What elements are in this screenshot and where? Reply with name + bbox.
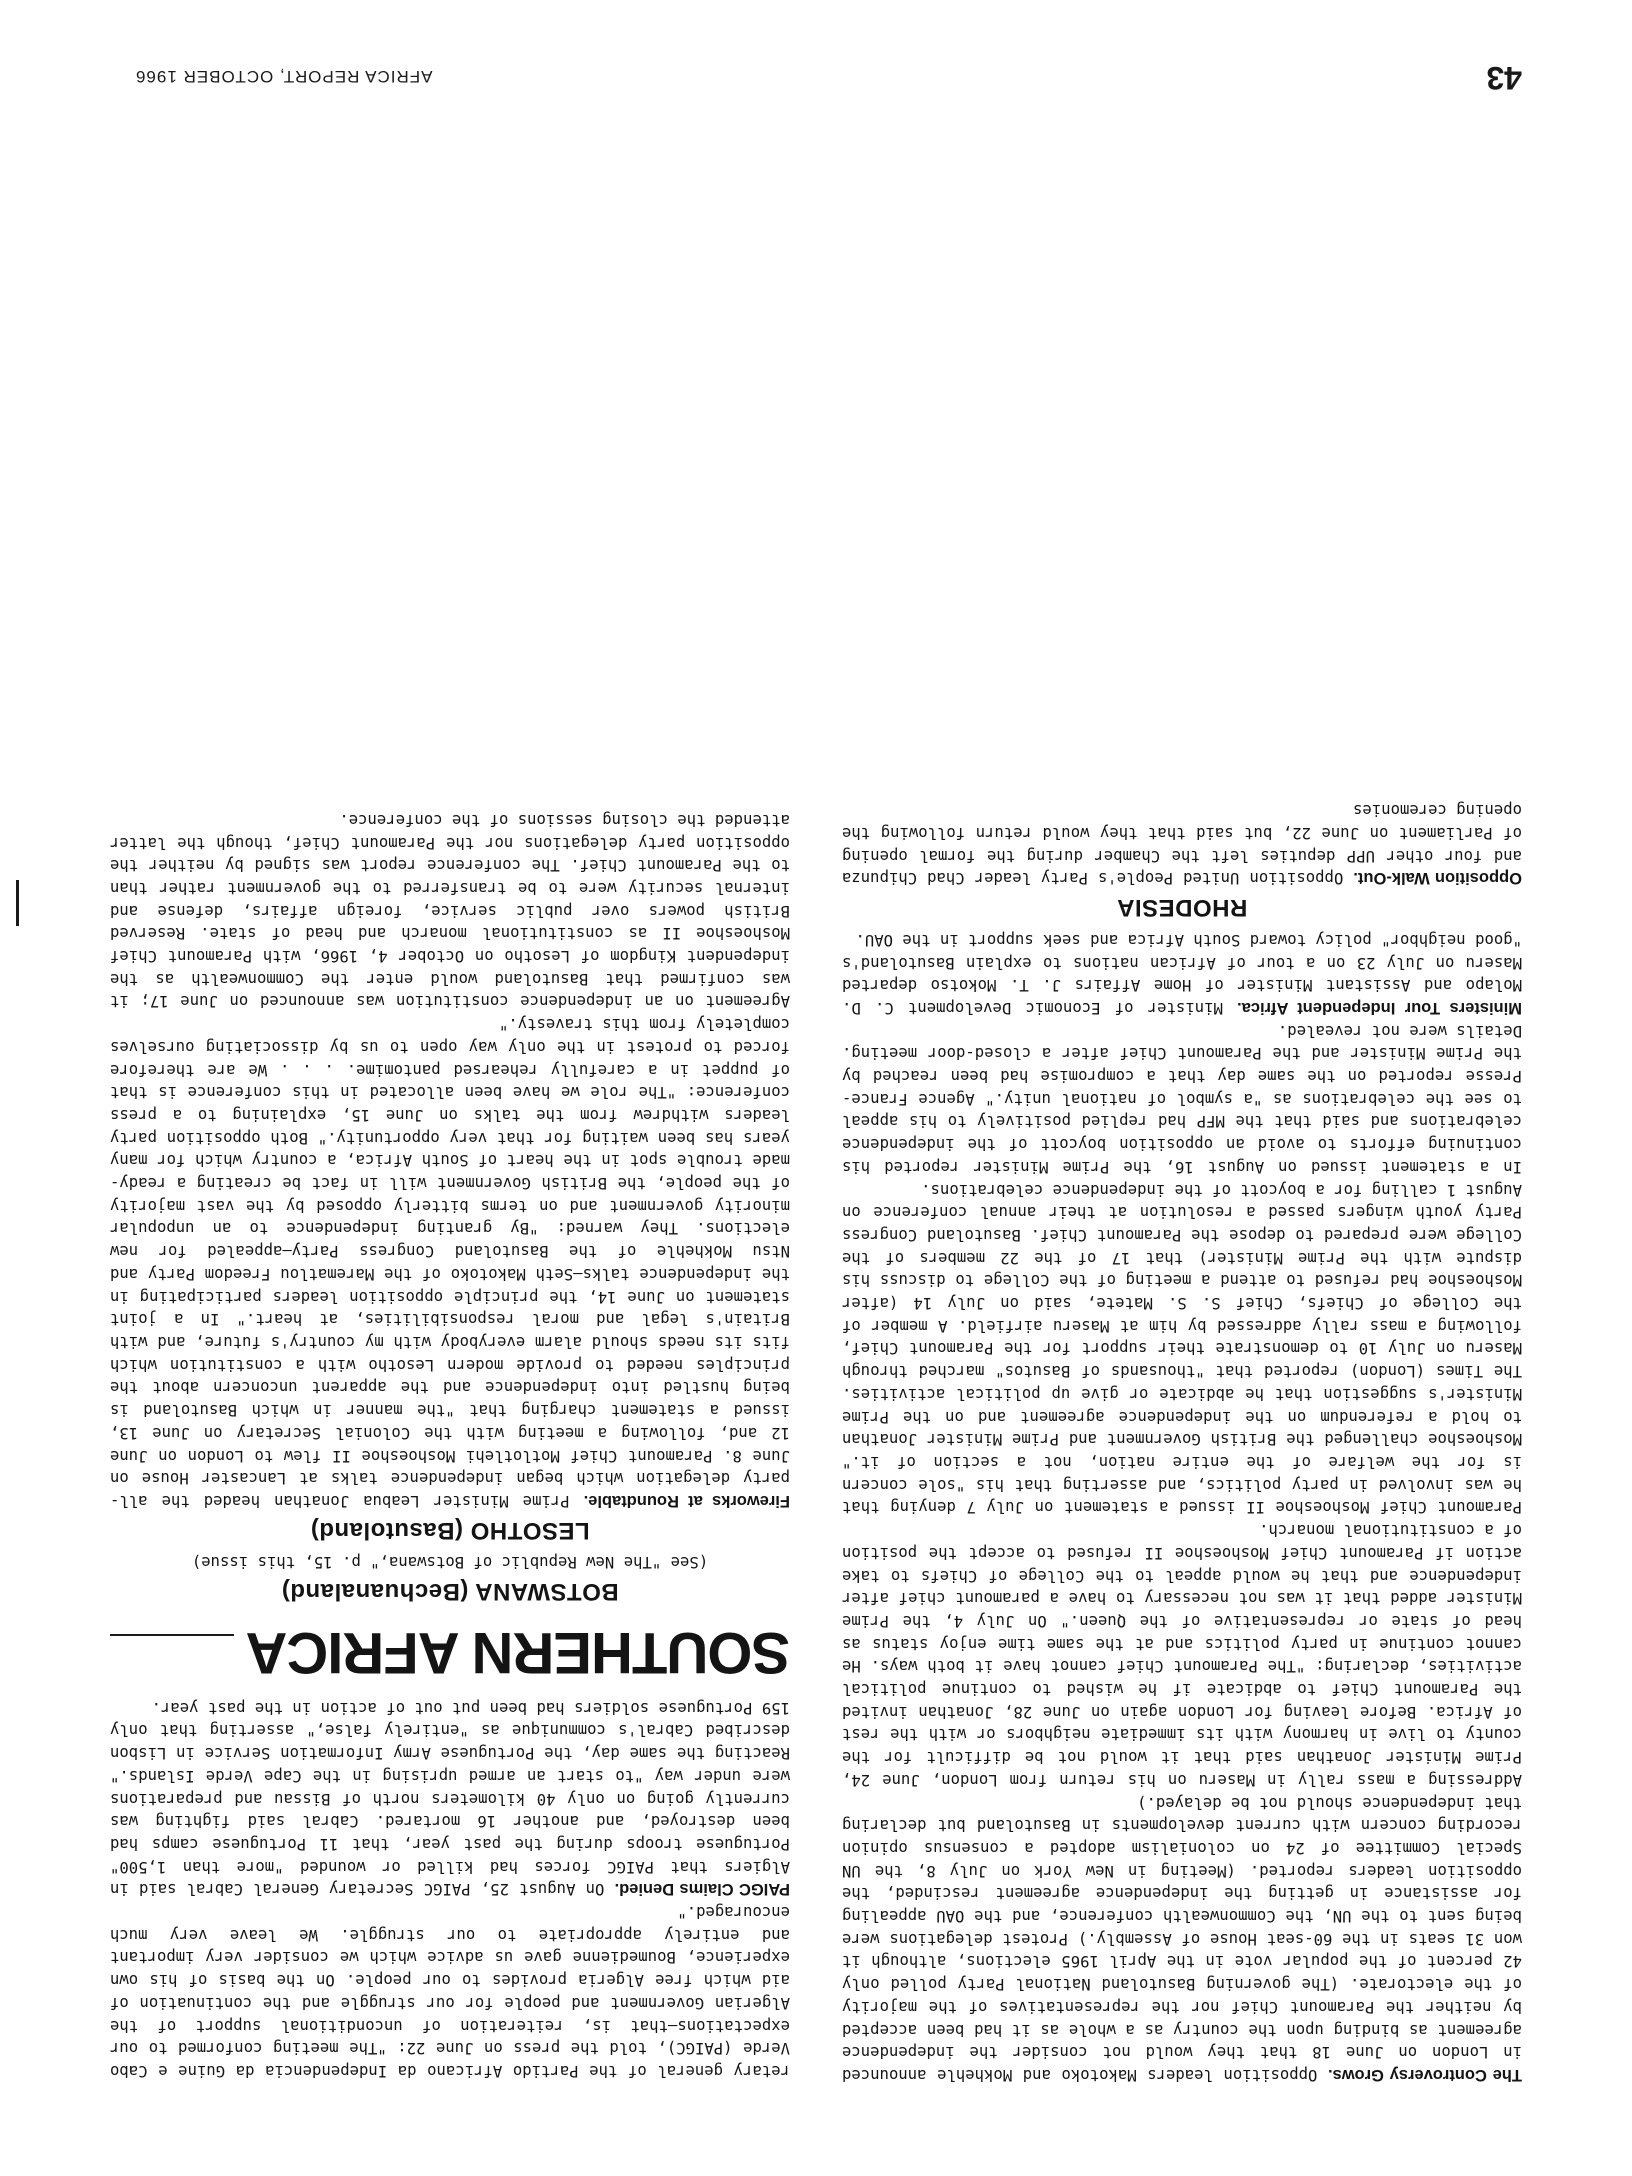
paigc-text: On August 25, PAIGC Secretary General Cabral said in Algiers that PAIGC forces had killed or wounded "more than 1,500" Portuguese troops during the past year, that 11 Portuguese camps had been destroyed, and another 16 mortared. Cabral said fighting was currently going on only 40 kilometers north of Bissau and preparations were under way "to start an armed uprising in the Cape Verde Islands." Reacting the same day, the Portuguese Army Information Service in Lisbon described Cabral's communique as "entirely false," asserting that only 159 Portuguese soldiers had been put out of action in the past year.	[110, 1698, 790, 1899]
region-rule	[110, 1634, 234, 1636]
ministers-lead: Ministers Tour Independent Africa.	[1237, 998, 1522, 1017]
walkout-text: Opposition United People's Party leader Chad Chipunza and four other UPP deputies left the Chamber during the formal opening of Parliament on June 22, but said that they would return following the opening ceremonies	[841, 801, 1522, 888]
fireworks-text: Prime Minister Leabua Jonathan headed the all-party delegation which began independence talks at Lancaster House on June 8. Paramount Chief Motlotlehi Moshoeshoe II flew to London on June 12 and, following a meeting with the Colonial Secretary on June 13, issued a statement charging that "the manner in which Basutoland is being hustled into independence and the apparent unconcern about the principles needed to provide modern Lesotho with a constitution which fits its needs should alarm everybody with my country's future, and with Britain's legal and moral responsibilities, at heart." In a joint statement on June 14, the principle opposition leaders participating in the independence talks—Seth Makotoko of the Marematlou Freedom Party and Ntsu Mokhehle of the Basutoland Congress Party—appealed for new elections. They warned: "By granting independence to an unpopular minority government and on terms bitterly opposed by the vast majority of the people, the British Government will in fact be creating a ready-made trouble spot in the heart of South Africa, a country which for many years has been waiting for that very opportunity." Both opposition party leaders withdrew from the talks on June 15, explaining to a press conference: "The role we have been allocated in this conference is that of puppet in a carefully rehearsed pantomime. . . . We are therefore forced to protest in the only way open to us by dissociating ourselves completely from this travesty."	[110, 1015, 790, 1510]
left-column	[842, 799, 1522, 2086]
ministers-paragraph	[842, 928, 1522, 1019]
botswana-heading: BOTSWANA (Bechuanaland)	[281, 1578, 619, 1606]
margin-mark	[16, 880, 19, 926]
fireworks-lead: Fireworks at Roundtable.	[583, 1491, 790, 1510]
right-column	[110, 808, 790, 2082]
controversy-text: Opposition leaders Makotoko and Mokhehle announced in London on June 18 that they would not consider the independence agreement as binding upon the country as a whole as it had been accepted by neither the Paramount Chief nor the representatives of the majority of the electorate. (The governing Basutoland National Party polled only 42 percent of the popular vote in the April 1965 elections, although it won 31 seats in the 60-seat House of Assembly.) Protest delegations were being sent to the UN, the Commonwealth conference, and the OAU appealing for assistance in getting the independence agreement rescinded, the opposition leaders reported. (Meeting in New York on July 8, the UN Special Committee of 24 on colonialism adopted a consensus opinion recording concern with current developments in Basutoland but declaring that independence should not be delayed.)	[842, 1793, 1522, 2084]
continued-paragraph: retary general of the Partido Africano da Independencia da Guine e Cabo Verde (PAIGC), told the press on June 22: "The meeting conformed to our expectations—that is, reiteration of unconditional support of the Algerian Government and people for our struggle and the continuation of aid which free Algeria provides to our people. On the basis of his own experience, Boumedienne gave us advice which we consider very important and entirely appropriate to our struggle. We leave very much encouraged."	[110, 1903, 790, 2080]
rhodesia-heading: RHODESIA	[1116, 894, 1248, 922]
controversy-lead: The Controversy Grows.	[1327, 2066, 1522, 2084]
paigc-paragraph	[110, 1696, 790, 1900]
page-number: 43	[1486, 60, 1522, 96]
controversy-paragraph	[842, 1791, 1522, 2086]
paigc-lead: PAIGC Claims Denied.	[614, 1880, 790, 1899]
agreement-paragraph: Agreement on an independence constitution was announced on June 17; it was confirmed that Basutoland would enter the Commonwealth as the independent Kingdom of Lesotho on October 4, 1966, with Paramount Chief Moshoeshoe II as constitutional monarch and head of state. Reserved British powers over public service, foreign affairs, defense and internal security were to be transferred to the government rather than to the Paramount Chief. The conference report was signed by neither the opposition party delegations nor the Paramount Chief, though the latter attended the closing sessions of the conference.	[110, 810, 790, 1011]
region-title: SOUTHERN AFRICA	[246, 1620, 790, 1686]
region-heading	[110, 1620, 790, 1684]
fireworks-paragraph	[110, 1012, 790, 1511]
paramount-paragraph: Paramount Chief Moshoeshoe II issued a statement on July 7 denying that he was involved in party politics, and asserting that his "sole concern is for the welfare of the entire nation, not a section of it." Moshoeshoe challenged the British Government and Prime Minister Jonathan to hold a referendum on the independence agreement and on the Prime Minister's suggestion that he abdicate or give up political activities. The Times (London) reported that "thousands of Basutos" marched through Maseru on July 10 to demonstrate their support for the Paramount Chief, following a mass rally addressed by him at Maseru airfield. A member of the College of Chiefs, Chief S. S. Matete, said on July 14 (after Moshoeshoe had refused to attend a meeting of the College to discuss his dispute with the Prime Minister) that 17 of the 22 members of the College were prepared to depose the Paramount Chief. Basutoland Congress Party youth wingers passed a resolution at their annual conference on August 1 calling for a boycott of the independence celebrations.	[842, 1180, 1522, 1517]
statement-paragraph: In a statement issued on August 16, the Prime Minister reported his continuing efforts to avoid an opposition boycott of the independence celebrations and said that the MFP had replied positively to his appeal to see the celebrations as "a symbol of national unity." Agence France-Presse reported on the same day that a compromise had been reached by the Prime Minister and the Paramount Chief after a closed-door meeting. Details were not revealed.	[842, 1021, 1522, 1176]
rally-paragraph: Addressing a mass rally in Maseru on his return from London, June 24, Prime Minister Jonathan said that it would not be difficult for the county to live in harmony with its immediate neighbors or with the rest of Africa. Before leaving for London again on June 28, Jonathan invited the Paramount Chief to abdicate if he wished to continue political activities, declaring: "The Paramount Chief cannot have it both ways. He cannot continue in party politics and at the same time enjoy status as head of state or representative of the Queen." On July 4, the Prime Minister added that it was not necessary to have a paramount chief after independence and that he would appeal to the College of Chiefs to take action if Paramount Chief Moshoeshoe II refused to accept the position of a constitutional monarch.	[842, 1521, 1522, 1789]
lesotho-heading: LESOTHO (Basutoland)	[310, 1516, 590, 1544]
walkout-paragraph	[842, 799, 1522, 890]
botswana-note: (See "The New Republic of Botswana," p. 15, this issue)	[191, 1553, 709, 1572]
ministers-text: Minister of Economic Development C. D. Molapo and Assistant Minister of Home Affairs J. T. Mokotso departed Maseru on July 23 on a tour of African nations to explain Basutoland's "good neighbor" policy toward South Africa and seek support in the OAU.	[842, 930, 1522, 1017]
walkout-lead: Opposition Walk-Out.	[1353, 869, 1522, 888]
running-head: AFRICA REPORT, OCTOBER 1966	[135, 67, 433, 86]
